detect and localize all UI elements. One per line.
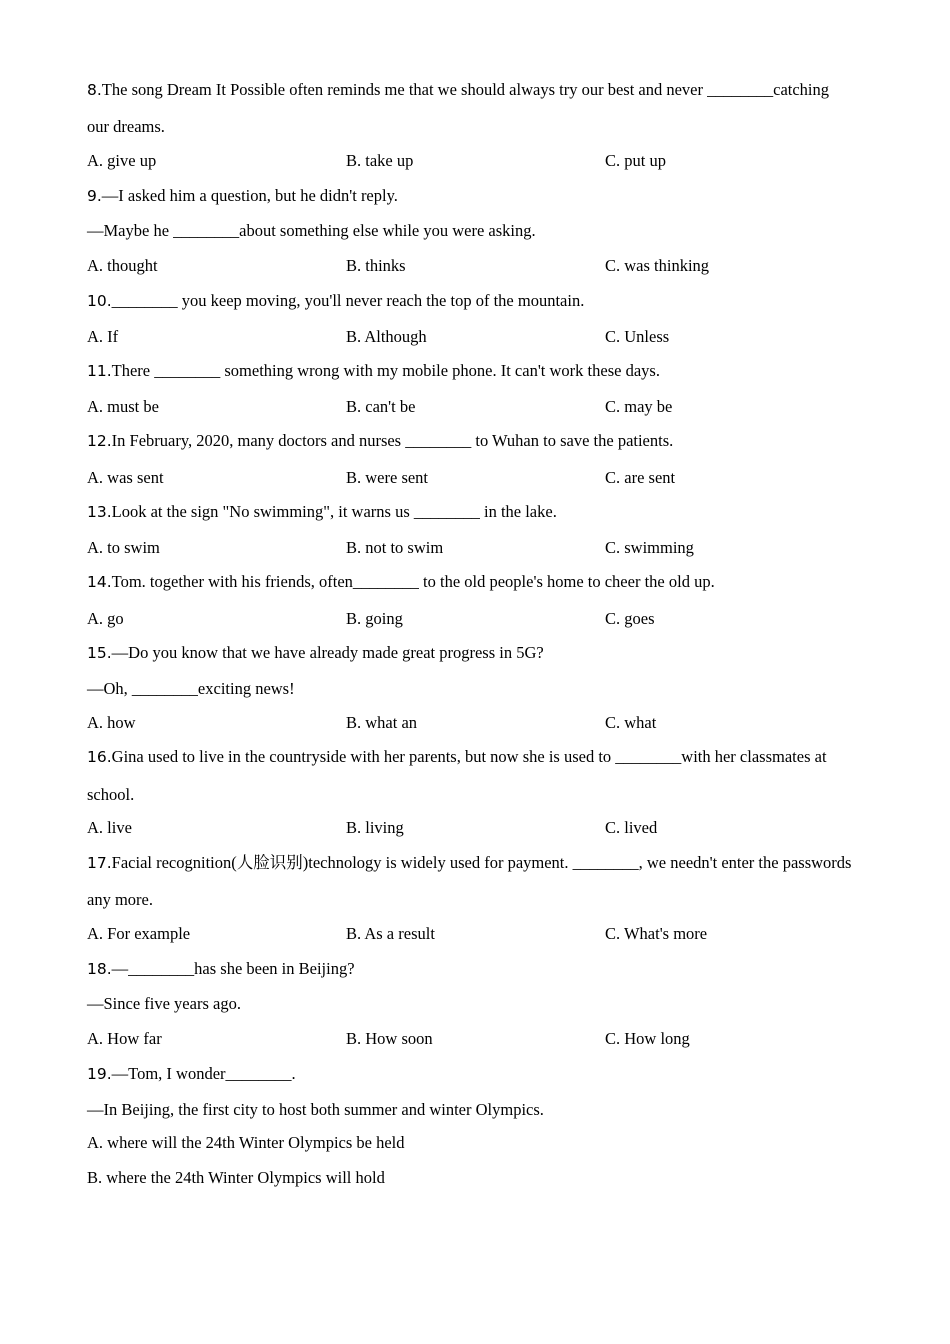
question-text: —Tom, I wonder________. — [111, 1064, 296, 1083]
question-number: 11. — [87, 362, 112, 380]
question-text: Tom. together with his friends, often________ to the old people's home to cheer the old up. — [111, 572, 715, 591]
q14-option-b: B. going — [346, 609, 403, 628]
q8-option-a: A. give up — [87, 151, 157, 170]
question-number: 17. — [87, 854, 112, 872]
q16-option-b: B. living — [346, 818, 404, 837]
q18-option-c: C. How long — [605, 1029, 690, 1048]
question-19-stem — [87, 1064, 296, 1084]
question-16-stem — [87, 747, 827, 767]
q9-option-b: B. thinks — [346, 256, 406, 275]
q19-option-a: A. where will the 24th Winter Olympics be held — [87, 1133, 405, 1152]
q16-option-a: A. live — [87, 818, 132, 837]
question-17-stem-cont: any more. — [87, 890, 153, 909]
question-text: Look at the sign "No swimming", it warns us ________ in the lake. — [111, 502, 557, 521]
question-text: Gina used to live in the countryside with her parents, but now she is used to ________with her classmates at — [111, 747, 827, 766]
q17-option-a: A. For example — [87, 924, 191, 943]
question-9-stem — [87, 186, 398, 206]
question-15-stem-cont: —Oh, ________exciting news! — [87, 679, 295, 698]
question-15-stem — [87, 643, 544, 663]
q11-option-b: B. can't be — [346, 397, 416, 416]
q19-option-b: B. where the 24th Winter Olympics will hold — [87, 1168, 385, 1187]
q13-option-b: B. not to swim — [346, 538, 444, 557]
question-number: 12. — [87, 432, 112, 450]
question-19-stem-cont: —In Beijing, the first city to host both summer and winter Olympics. — [87, 1100, 544, 1119]
question-17-stem — [87, 853, 851, 873]
question-text: Facial recognition(人脸识别)technology is widely used for payment. ________, we needn't enter the passwords — [111, 853, 852, 872]
q15-option-b: B. what an — [346, 713, 418, 732]
q13-option-a: A. to swim — [87, 538, 160, 557]
question-14-stem — [87, 572, 715, 592]
q8-option-c: C. put up — [605, 151, 666, 170]
question-number: 16. — [87, 748, 112, 766]
question-text: —Do you know that we have already made great progress in 5G? — [111, 643, 544, 662]
q15-option-c: C. what — [605, 713, 657, 732]
q9-option-a: A. thought — [87, 256, 158, 275]
question-11-stem — [87, 361, 660, 381]
question-text: The song Dream It Possible often reminds me that we should always try our best and never ________catching — [101, 80, 830, 99]
q9-option-c: C. was thinking — [605, 256, 710, 275]
q11-option-c: C. may be — [605, 397, 673, 416]
question-number: 8. — [87, 81, 102, 99]
question-text: —I asked him a question, but he didn't reply. — [101, 186, 398, 205]
question-number: 15. — [87, 644, 112, 662]
question-number: 10. — [87, 292, 112, 310]
q12-option-c: C. are sent — [605, 468, 676, 487]
q13-option-c: C. swimming — [605, 538, 694, 557]
q12-option-b: B. were sent — [346, 468, 429, 487]
q8-option-b: B. take up — [346, 151, 414, 170]
question-18-stem-cont: —Since five years ago. — [87, 994, 241, 1013]
question-number: 18. — [87, 960, 112, 978]
question-text: There ________ something wrong with my mobile phone. It can't work these days. — [111, 361, 660, 380]
question-number: 14. — [87, 573, 112, 591]
question-12-stem — [87, 431, 673, 451]
q15-option-a: A. how — [87, 713, 136, 732]
q10-option-c: C. Unless — [605, 327, 670, 346]
question-9-stem-cont: —Maybe he ________about something else while you were asking. — [87, 221, 536, 240]
question-text: In February, 2020, many doctors and nurses ________ to Wuhan to save the patients. — [111, 431, 674, 450]
question-8-stem-cont: our dreams. — [87, 117, 165, 136]
question-number: 9. — [87, 187, 102, 205]
q14-option-c: C. goes — [605, 609, 655, 628]
q10-option-b: B. Although — [346, 327, 427, 346]
question-10-stem — [87, 291, 584, 311]
question-18-stem — [87, 959, 355, 979]
q11-option-a: A. must be — [87, 397, 159, 416]
q12-option-a: A. was sent — [87, 468, 164, 487]
question-text: —________has she been in Beijing? — [111, 959, 355, 978]
question-text: ________ you keep moving, you'll never reach the top of the mountain. — [111, 291, 585, 310]
q14-option-a: A. go — [87, 609, 124, 628]
question-number: 19. — [87, 1065, 112, 1083]
q18-option-a: A. How far — [87, 1029, 162, 1048]
question-8-stem — [87, 80, 829, 100]
question-number: 13. — [87, 503, 112, 521]
q16-option-c: C. lived — [605, 818, 658, 837]
q17-option-c: C. What's more — [605, 924, 708, 943]
q18-option-b: B. How soon — [346, 1029, 433, 1048]
q17-option-b: B. As a result — [346, 924, 435, 943]
question-16-stem-cont: school. — [87, 785, 135, 804]
q10-option-a: A. If — [87, 327, 119, 346]
question-13-stem — [87, 502, 557, 522]
